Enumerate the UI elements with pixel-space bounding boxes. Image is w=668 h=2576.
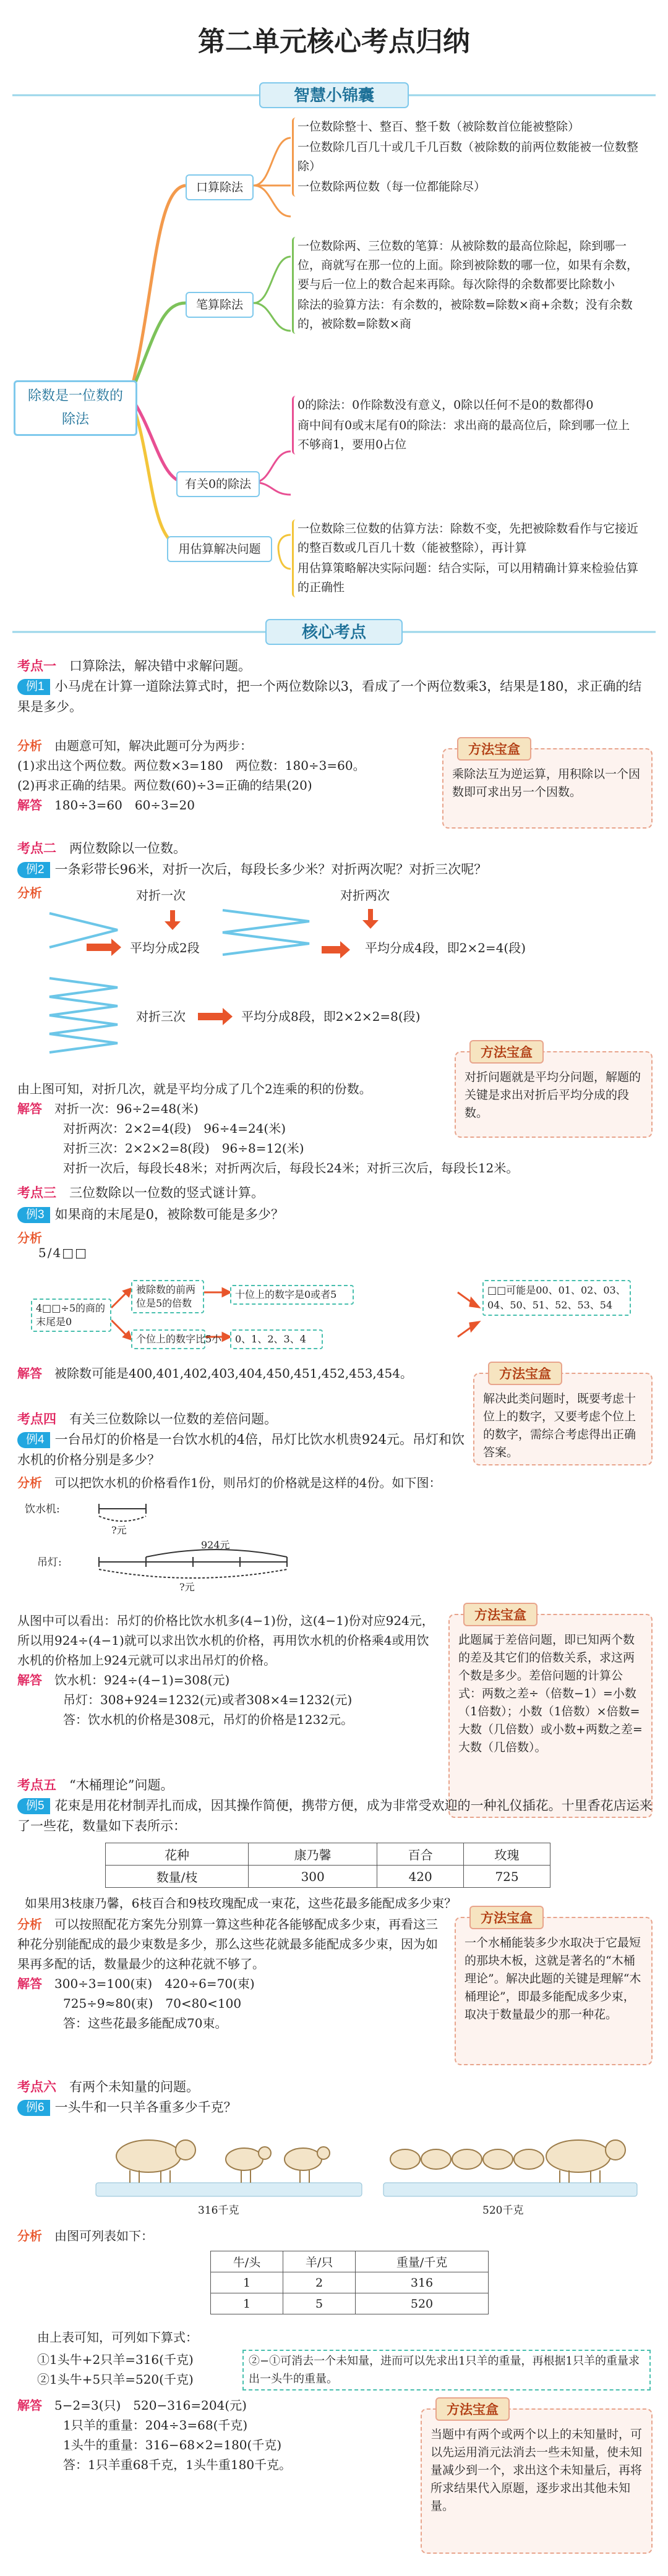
table-cell: 1 (211, 2293, 283, 2314)
answer-label: 解答 (17, 1673, 42, 1687)
method-box-kd4 (448, 1608, 653, 1818)
kd3-heading (17, 1182, 654, 1203)
analysis-text: 可以把饮水机的价格看作1份，则吊灯的价格就是这样的4份。如下图： (54, 1475, 442, 1490)
example-text: 如果商的末尾是0，被除数可能是多少？ (54, 1207, 284, 1222)
analysis-text: (1)求出这个两位数。两位数×3=180 两位数：180÷3=60。 (17, 758, 366, 773)
kd6-analysis (17, 2226, 388, 2246)
table-cell: 5 (283, 2293, 356, 2314)
analysis-label: 分析 (17, 738, 42, 753)
fold-label: 对折两次 (340, 888, 390, 903)
branch-items-written (292, 237, 638, 334)
example-text: 一台吊灯的价格是一台饮水机的4倍，吊灯比饮水机贵924元。吊灯和饮水机的价格分别是多少？ (17, 1432, 465, 1467)
kd2-example (17, 859, 654, 880)
section-title-core: 核心考点 (301, 623, 366, 641)
kd4-analysis (17, 1473, 654, 1493)
table-header: 百合 (377, 1843, 464, 1866)
example-text: 一头牛和一只羊各重多少千克？ (54, 2100, 237, 2115)
method-box-title: 方法宝盒 (488, 1362, 562, 1385)
kd4-body (17, 1611, 441, 1729)
method-box-text: 解决此类问题时，既要考虑十位上的数字，又要考虑个位上的数字，需综合考虑得出正确答案。 (483, 1392, 636, 1459)
kd6-elimination-note: ②−①可消去一个未知量，进而可以先求出1只羊的重量，再根据1只羊的重量求出一头牛的重量。 (242, 2350, 651, 2390)
analysis-text: 可以按照配花方案先分别算一算这些种花各能够配成多少束，再看这三种花分别能配成的最少束数是多少，那么这些花就最多能配成多少束，因为如果再多配的话，数量最少的这种花就不够了。 (17, 1917, 438, 1971)
kd2-analysis-label (17, 883, 42, 903)
kd6-answers (17, 2395, 450, 2475)
branch-items-oral (292, 117, 638, 197)
flow-step: 个位上的数字比5小 (131, 1329, 205, 1349)
flow-step: 0、1、2、3、4 (230, 1329, 323, 1349)
segment-mark: ?元 (111, 1524, 127, 1536)
answer-text: 180÷3=60 60÷3=20 (54, 798, 195, 812)
fold-label: 平均分成4段，即2×2=4(段) (365, 940, 526, 955)
answer-text: 答：饮水机的价格是308元，吊灯的价格是1232元。 (63, 1712, 354, 1727)
kd3-example (17, 1205, 654, 1225)
mind-item: 一位数除整十、整百、整千数（被除数首位能被整除） (298, 120, 580, 134)
segment-label: 吊灯: (37, 1556, 62, 1569)
table-row (106, 1866, 550, 1888)
kd-label: 考点五 (17, 1777, 56, 1793)
kd-label: 考点二 (17, 840, 56, 856)
kd2-answer-line: 对折一次后，每段长48米；对折两次后，每段长24米；对折三次后，每段长12米。 (63, 1161, 519, 1175)
answer-text: 1只羊的重量：204÷3=68(千克) (63, 2418, 248, 2433)
method-box-text: 此题属于差倍问题，即已知两个数的差及其它们的倍数关系，求这两个数是多少。差倍问题的计算公式：两数之差÷（倍数−1）=小数（1倍数）；小数（1倍数）×倍数=大数（几倍数）或小数+两数之差=大数（几倍数）。 (458, 1633, 643, 1754)
weight-label: 316千克 (198, 2204, 239, 2217)
kd4-example (17, 1430, 469, 1470)
section-header-wisdom (12, 82, 656, 109)
mind-item: 一位数除两、三位数的笔算：从被除数的最高位除起，除到哪一位，商就写在那一位的上面。除到被除数的哪一位，如果有余数，要与后一位上的数合起来再除。每次除得的余数都要比除数小 (298, 239, 639, 291)
method-box-kd2 (455, 1046, 653, 1138)
segment-mark: ?元 (179, 1581, 195, 1593)
method-box-text: 对折问题就是平均分问题，解题的关键是求出对折后平均分成的段数。 (465, 1070, 641, 1120)
analysis-label: 分析 (17, 1475, 42, 1490)
kd-title: 两位数除以一位数。 (69, 841, 186, 856)
answer-label: 解答 (17, 1366, 42, 1381)
method-box-kd6 (421, 2403, 653, 2554)
answer-text: 答：1只羊重68千克，1头牛重180千克。 (63, 2457, 292, 2472)
mind-item: 用估算策略解决实际问题：结合实际，可以用精确计算来检验估算的正确性 (298, 561, 639, 594)
answer-text: 对折三次：2×2×2=8(段) 96÷8=12(米) (63, 1141, 304, 1156)
method-box-title: 方法宝盒 (469, 1906, 544, 1929)
analysis-label: 分析 (17, 2228, 42, 2243)
method-box-kd1 (442, 743, 653, 829)
segment-diagram (25, 1495, 458, 1594)
kd2-body (17, 1079, 450, 1158)
table-cell: 420 (377, 1866, 464, 1888)
mind-item: 除法的验算方法：有余数的，被除数=除数×商+余数；没有余数的，被除数=除数×商 (298, 298, 633, 331)
answer-label: 解答 (17, 798, 42, 812)
analysis-label: 分析 (17, 1230, 42, 1245)
method-box-title: 方法宝盒 (463, 1603, 537, 1626)
example-text: 花束是用花材制弄扎而成，因其操作简便，携带方便，成为非常受欢迎的一种礼仪插花。十里香花店运来了一些花，数量如下表所示： (17, 1798, 653, 1833)
method-box-title: 方法宝盒 (435, 2397, 510, 2421)
answer-text: 5−2=3(只) 520−316=204(元) (54, 2398, 247, 2413)
example-tag: 例1 (17, 679, 50, 695)
example-tag: 例3 (17, 1207, 50, 1223)
mind-map-center: 除数是一位数的除法 (14, 380, 137, 436)
answer-text: 吊灯：308+924=1232(元)或者308×4=1232(元) (63, 1692, 353, 1707)
flow-result: □□可能是00、01、02、03、04、50、51、52、53、54 (482, 1280, 631, 1316)
flow-start: 4□□÷5的商的末尾是0 (31, 1299, 111, 1332)
method-box-text: 乘除法互为逆运算，用积除以一个因数即可求出另一个因数。 (452, 767, 641, 799)
section-header-core (12, 618, 656, 646)
fold-label: 平均分成2段 (130, 940, 200, 955)
kd5-question: 如果用3枝康乃馨，6枝百合和9枝玫瑰配成一束花，这些花最多能配成多少束？ (25, 1896, 457, 1911)
method-box-kd3 (473, 1367, 653, 1465)
method-box-title: 方法宝盒 (457, 737, 531, 761)
example-tag: 例2 (17, 862, 50, 878)
kd2-heading (17, 838, 654, 859)
example-tag: 例5 (17, 1798, 50, 1814)
answer-text: 被除数可能是400,401,402,403,404,450,451,452,453,454。 (54, 1366, 413, 1381)
analysis-label: 分析 (17, 885, 42, 900)
mind-item: 商中间有0或末尾有0的除法：求出商的最高位后，除到哪一位上不够商1，要用0占位 (298, 419, 630, 451)
kd1-heading (17, 655, 654, 676)
analysis-text: 由上图可知，对折几次，就是平均分成了几个2连乘的积的份数。 (17, 1081, 372, 1096)
branch-items-estimate (292, 519, 638, 597)
answer-text: 答：这些花最多能配成70束。 (63, 2016, 228, 2031)
flow-step: 十位上的数字是0或者5 (230, 1285, 354, 1305)
table-row (211, 2293, 489, 2314)
example-tag: 例4 (17, 1432, 50, 1448)
table-header: 玫瑰 (464, 1843, 550, 1866)
kd6-equations (37, 2350, 235, 2389)
branch-label-estimate: 用估算解决问题 (167, 536, 272, 562)
kd-label: 考点三 (17, 1185, 56, 1200)
kd-title: 三位数除以一位数的竖式谜计算。 (69, 1185, 264, 1200)
table-header: 花种 (106, 1843, 249, 1866)
answer-label: 解答 (17, 1976, 42, 1991)
kd-label: 考点一 (17, 658, 56, 673)
kd1-example (17, 676, 654, 717)
mind-item: 一位数除两位数（每一位都能除尽） (298, 180, 486, 194)
kd3-flow (25, 1268, 662, 1360)
table-cell: 316 (356, 2272, 489, 2293)
segment-label: 饮水机: (25, 1503, 60, 1516)
mind-item: 一位数除三位数的估算方法：除数不变，先把被除数看作与它接近的整百数或几百几十数（能被整除），再计算 (298, 522, 639, 555)
table-header: 牛/头 (211, 2251, 283, 2272)
example-text: 小马虎在计算一道除法算式时，把一个两位数除以3，看成了一个两位数乘3，结果是180，求正确的结果是多少。 (17, 679, 642, 714)
answer-text: 725÷9≈80(束) 70<80<100 (63, 1996, 242, 2011)
table-cell: 2 (283, 2272, 356, 2293)
flower-table (105, 1843, 550, 1888)
table-row (211, 2251, 489, 2272)
analysis-text: 由题意可知，解决此题可分为两步： (54, 738, 252, 753)
kd-title: 有关三位数除以一位数的差倍问题。 (69, 1412, 277, 1427)
answer-text: 1头牛的重量：316−68×2=180(千克) (63, 2437, 282, 2452)
weight-label: 520千克 (482, 2204, 524, 2217)
table-row (106, 1843, 550, 1866)
branch-label-oral: 口算除法 (186, 174, 254, 200)
table-cell: 725 (464, 1866, 550, 1888)
kd5-example (17, 1796, 654, 1836)
answer-text: 对折一次：96÷2=48(米) (54, 1101, 199, 1116)
table-row (211, 2272, 489, 2293)
table-cell: 300 (249, 1866, 377, 1888)
kd5-body (17, 1914, 444, 2033)
answer-text: 饮水机：924÷(4−1)=308(元) (54, 1673, 230, 1687)
kd-label: 考点四 (17, 1411, 56, 1427)
table-header: 康乃馨 (249, 1843, 377, 1866)
analysis-label: 分析 (17, 1917, 42, 1932)
analysis-text: 从图中可以看出：吊灯的价格比饮水机多(4−1)份，这(4−1)份对应924元，所以用924÷(4−1)就可以求出饮水机的价格，再用饮水机的价格乘4或用饮水机的价格加上924元就可以求出吊灯的价格。 (17, 1613, 434, 1668)
kd6-example (17, 2097, 654, 2118)
kd-title: “木桶理论”问题。 (69, 1778, 174, 1793)
kd-title: 有两个未知量的问题。 (69, 2079, 199, 2094)
segment-lines (25, 1495, 458, 1594)
mind-item: 一位数除几百几十或几千几百数（被除数的前两位数能被一位数整除） (298, 140, 639, 173)
branch-label-written: 笔算除法 (186, 292, 254, 318)
kd5-heading (17, 1775, 450, 1796)
kd-title: 口算除法，解决错中求解问题。 (69, 659, 251, 673)
kd6-p2: 由上表可知，可列如下算式： (37, 2330, 198, 2345)
division-puzzle: 5/4□□ (38, 1245, 88, 1260)
answer-label: 解答 (17, 1101, 42, 1116)
section-title-wisdom: 智慧小锦囊 (293, 86, 374, 104)
method-box-text: 一个水桶能装多少水取决于它最短的那块木板，这就是著名的“木桶理论”。解决此题的关键是理解“木桶理论”，即最多能配成多少束，取决于数量最少的那一种花。 (465, 1936, 641, 2021)
kd4-heading (17, 1409, 469, 1430)
fold-label: 平均分成8段，即2×2×2=8(段) (241, 1009, 421, 1024)
flow-step: 被除数的前两位是5的倍数 (131, 1280, 204, 1313)
analysis-text: (2)再求正确的结果。两位数(60)÷3=正确的结果(20) (17, 778, 312, 793)
fold-label: 对折三次 (136, 1009, 186, 1024)
kd3-answer (17, 1363, 469, 1383)
answer-label: 解答 (17, 2398, 42, 2413)
equation: ②1头牛+5只羊=520(千克) (37, 2372, 194, 2387)
method-box-title: 方法宝盒 (469, 1040, 544, 1064)
example-tag: 例6 (17, 2100, 50, 2116)
table-header: 羊/只 (283, 2251, 356, 2272)
animal-table (210, 2251, 489, 2314)
animals-illustration (93, 2122, 649, 2221)
table-header: 重量/千克 (356, 2251, 489, 2272)
fold-label: 对折一次 (136, 888, 186, 903)
scale-pictures (93, 2122, 649, 2221)
branch-label-zero: 有关0的除法 (176, 471, 260, 497)
method-box-kd5 (455, 1911, 653, 2065)
answer-text: 对折两次：2×2=4(段) 96÷4=24(米) (63, 1121, 286, 1136)
table-cell: 520 (356, 2293, 489, 2314)
example-text: 一条彩带长96米，对折一次后，每段长多少米？对折两次呢？对折三次呢？ (54, 862, 487, 877)
mind-map (0, 114, 668, 594)
answer-text: 300÷3=100(束) 420÷6=70(束) (54, 1976, 255, 1991)
segment-mark: 924元 (201, 1539, 230, 1551)
mind-item: 0的除法：0作除数没有意义，0除以任何不是0的数都得0 (298, 398, 594, 412)
kd1-analysis (17, 736, 426, 815)
table-cell: 数量/枝 (106, 1866, 249, 1888)
analysis-text: 由图可列表如下： (54, 2228, 153, 2243)
kd6-heading (17, 2076, 450, 2097)
kd-label: 考点六 (17, 2079, 56, 2094)
branch-items-zero (292, 396, 638, 454)
equation: ①1头牛+2只羊=316(千克) (37, 2352, 194, 2367)
table-cell: 1 (211, 2272, 283, 2293)
method-box-text: 当题中有两个或两个以上的未知量时，可以先运用消元法消去一些未知量，使未知量减少到一个，求出这个未知量后，再将所求结果代入原题，逐步求出其他未知量。 (430, 2428, 643, 2513)
page-title: 第二单元核心考点归纳 (198, 26, 470, 58)
